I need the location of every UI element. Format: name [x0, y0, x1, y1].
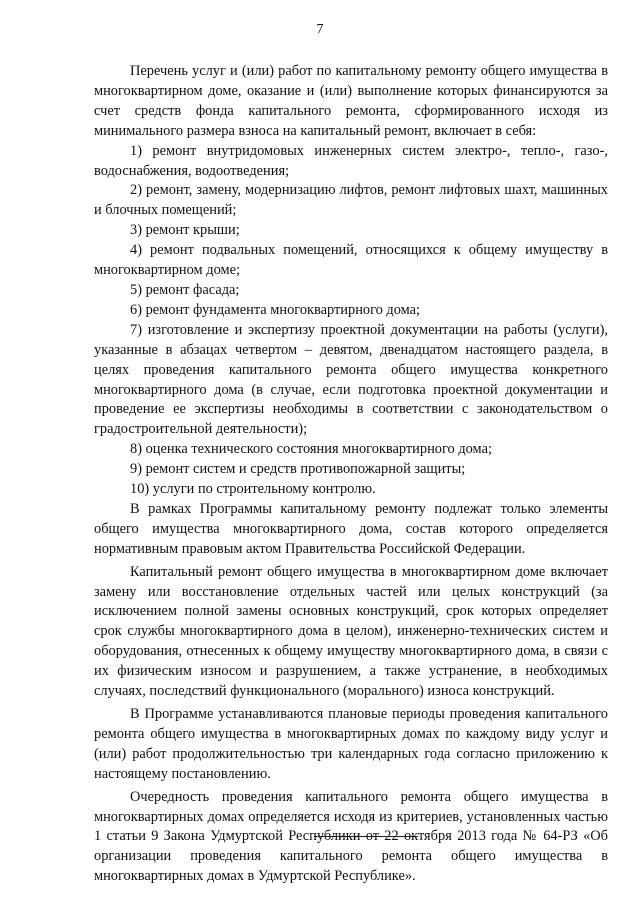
list-item-4: 4) ремонт подвальных помещений, относящихся к общему имуществу в многоквартирном доме; — [94, 242, 608, 279]
document-body — [94, 62, 608, 887]
list-item-2: 2) ремонт, замену, модернизацию лифтов, ремонт лифтовых шахт, машинных и блочных помещений; — [94, 182, 608, 219]
list-item-5: 5) ремонт фасада; — [130, 281, 240, 298]
list-item-8: 8) оценка технического состояния многоквартирного дома; — [130, 441, 492, 458]
order-paragraph: Очередность проведения капитального ремонта общего имущества в многоквартирных домах определяется исходя из критериев, установленных частью 1 статьи 9 Закона Удмуртской Республики от 22 октября 2013 года № 64-РЗ «Об организации проведения капитального ремонта общего имущества в многоквартирных домах в Удмуртской Республике». — [94, 788, 608, 885]
list-item-3: 3) ремонт крыши; — [130, 222, 240, 239]
program-scope-paragraph: В рамках Программы капитальному ремонту подлежат только элементы общего имущества многоквартирного дома, состав которого определяется нормативным правовым актом Правительства Российской Федерации. — [94, 500, 608, 557]
periods-paragraph: В Программе устанавливаются плановые периоды проведения капитального ремонта общего имущества в многоквартирных домах по каждому виду услуг и (или) работ продолжительностью три календарных года согласно приложению к настоящему постановлению. — [94, 706, 608, 782]
list-item-1: 1) ремонт внутридомовых инженерных систем электро-, тепло-, газо-, водоснабжения, водоотведения; — [94, 142, 608, 179]
definition-paragraph: Капитальный ремонт общего имущества в многоквартирном доме включает замену или восстановление отдельных частей или целых конструкций (за исключением полной замены основных конструкций, срок которых определяет срок службы многоквартирного дома в целом), инженерно-технических систем и оборудования, отнесенных к общему имуществу многоквартирного дома, в связи с их физическим износом и разрушением, а также устранение, в необходимых случаях, последствий функционального (морального) износа конструкций. — [94, 563, 608, 700]
list-item-6: 6) ремонт фундамента многоквартирного дома; — [130, 301, 421, 318]
list-item-9: 9) ремонт систем и средств противопожарной защиты; — [130, 461, 466, 478]
list-item-7: 7) изготовление и экспертизу проектной документации на работы (услуги), указанные в абзацах четвертом – девятом, двенадцатом настоящего раздела, в целях проведения капитального ремонта общего имущества конкретного многоквартирного дома (в случае, если подготовка проектной документации и проведение ее экспертизы необходимы в соответствии с законодательством о градостроительной деятельности); — [94, 321, 608, 438]
list-item-10: 10) услуги по строительному контролю. — [130, 481, 376, 498]
page-number: 7 — [316, 22, 324, 37]
intro-paragraph: Перечень услуг и (или) работ по капитальному ремонту общего имущества в многоквартирном доме, оказание и (или) выполнение которых финансируются за счет средств фонда капитального ремонта, сформированного исходя из минимального размера взноса на капитальный ремонт, включает в себя: — [94, 63, 608, 139]
footer-divider — [314, 836, 418, 837]
